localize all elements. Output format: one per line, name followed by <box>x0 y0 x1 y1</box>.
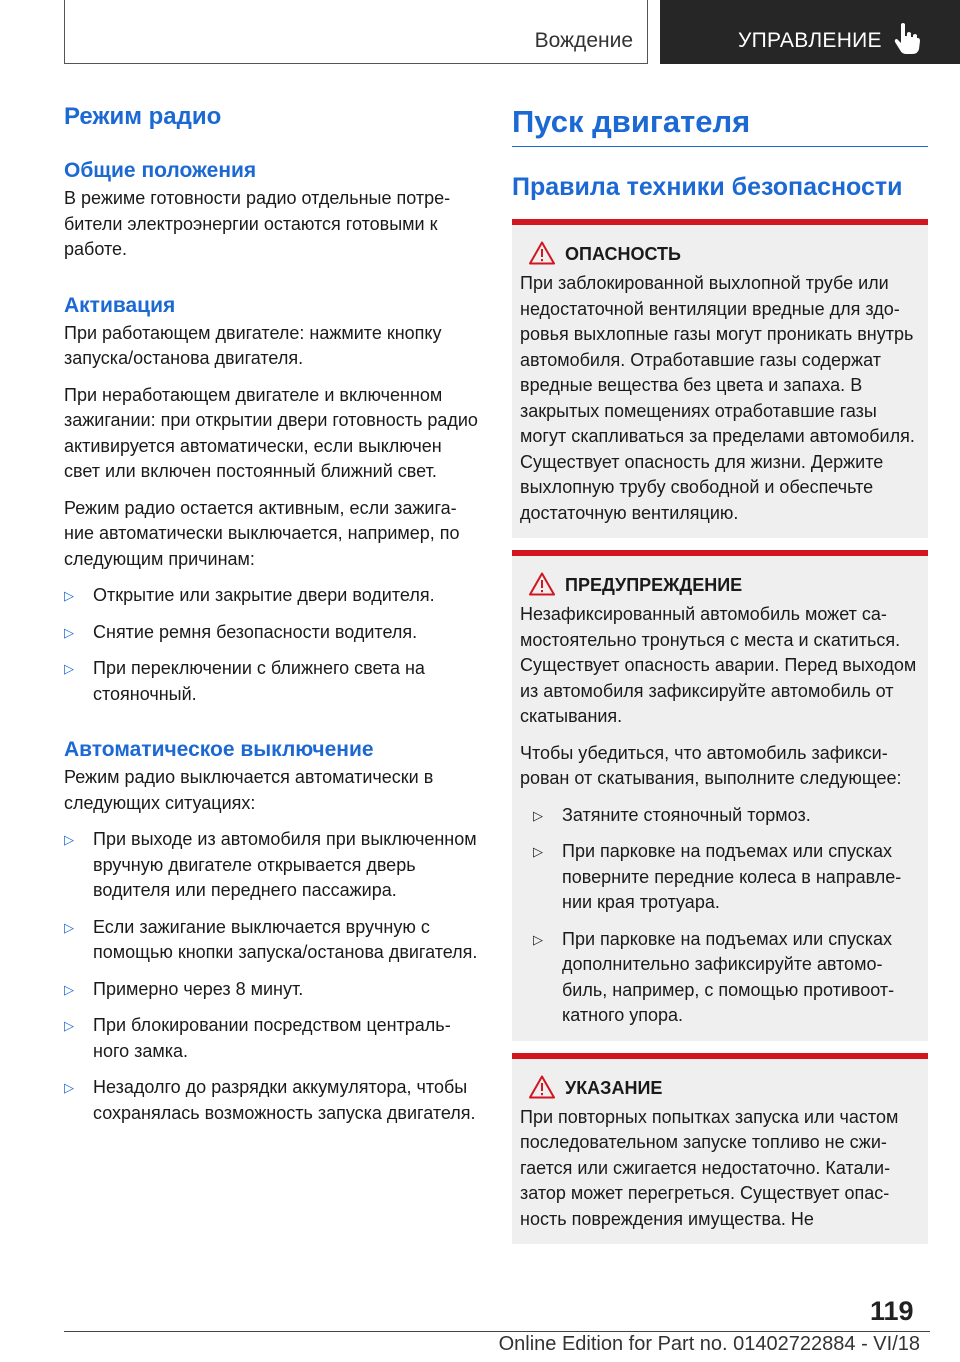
triangle-bullet-icon: ▷ <box>64 981 74 997</box>
list-item: ▷ При переключении с ближнего света на стояночный. <box>64 658 425 704</box>
list-item: ▷ Незадолго до разрядки аккумулятора, чтобы сохранялась возможность запуска двигателя. <box>64 1077 476 1123</box>
warning-box <box>512 550 928 1041</box>
page-number: 119 <box>870 1296 914 1326</box>
general-text: В режиме готовности радио отдельные потребители электроэнергии остаются готовыми к работе. <box>64 188 451 259</box>
warning-heading: ПРЕДУПРЕЖДЕНИЕ <box>565 575 743 595</box>
left-column <box>64 100 478 1126</box>
list-item: ▷ При парковке на подъемах или спусках дополнительно зафиксируйте автомобиль, например, с помощью противооткатного упора. <box>533 928 895 1025</box>
right-column <box>512 100 928 1244</box>
auto-off-heading: Автоматическое выключение <box>64 738 374 761</box>
activation-heading: Активация <box>64 293 176 317</box>
activation-p2: При неработающем двигателе и включенном зажигании: при открытии двери готовность радио активируется автоматически, если выключен свет или включен постоянный ближний свет. <box>64 384 478 481</box>
triangle-bullet-icon: ▷ <box>64 661 74 676</box>
auto-off-p1: Режим радио выключается автоматически в следующих ситуациях: <box>64 767 434 813</box>
triangle-bullet-icon: ▷ <box>533 931 543 947</box>
triangle-bullet-icon: ▷ <box>64 588 74 603</box>
list-item: ▷ Примерно через 8 минут. <box>64 977 478 1003</box>
notice-text: При повторных попытках запуска или частом последовательном запуске топливо не сжигается или сжигается недостаточно. Катализатор может перегреться. Существует опасность повреждения имущества. Не <box>520 1106 899 1229</box>
danger-heading: ОПАСНОСТЬ <box>565 244 681 264</box>
danger-text: При заблокированной выхлопной трубе или недостаточной вентиляции вредные для здоровья выхлопные газы могут проникать внутрь автомобиля. Отработавшие газы содержат вредные вещества без цвета и запаха. В закрытых помещениях отработавшие газы могут скапливаться за пределами автомобиля. Существует опасность для жизни. Держите выхлопную трубу свободной и обеспечьте достаточную вентиляцию. <box>520 273 915 523</box>
general-heading: Общие положения <box>64 159 257 182</box>
warning-p2: Чтобы убедиться, что автомобиль зафиксирован от скатывания, выполните следующее: <box>520 742 902 788</box>
engine-start-title: Пуск двигателя <box>512 104 751 139</box>
warning-triangle-icon <box>529 1075 555 1099</box>
list-item: ▷ Открытие или закрытие двери водителя. <box>64 583 478 609</box>
activation-p1: При работающем двигателе: нажмите кнопку запуска/останова двигателя. <box>64 322 442 368</box>
footer-rule <box>64 1331 930 1332</box>
safety-subtitle: Правила техники безопасности <box>512 173 903 201</box>
triangle-bullet-icon: ▷ <box>533 807 543 823</box>
edition-text: Online Edition for Part no. 01402722884 - VI/18 <box>498 1333 920 1355</box>
list-item: ▷ Затяните стояночный тормоз. <box>520 803 920 829</box>
radio-mode-title: Режим радио <box>64 103 222 130</box>
list-item: ▷ Если зажигание выключается вручную с помощью кнопки запуска/останова двигателя. <box>64 916 478 962</box>
activation-p3: Режим радио остается активным, если зажигание автоматически выключается, например, по следующим причинам: <box>64 497 460 569</box>
triangle-bullet-icon: ▷ <box>64 832 74 847</box>
list-item: ▷ При парковке на подъемах или спусках поверните передние колеса в направлении края тротуара. <box>533 841 902 912</box>
warning-p1: Незафиксированный автомобиль может самостоятельно тронуться с места и скатиться. Существует опасность аварии. Перед выходом из автомобиля зафиксируйте автомобиль от скатывания. <box>520 604 917 726</box>
notice-box <box>512 1053 928 1245</box>
triangle-bullet-icon: ▷ <box>64 1018 74 1033</box>
triangle-bullet-icon: ▷ <box>533 844 543 859</box>
triangle-bullet-icon: ▷ <box>64 919 74 935</box>
list-item: ▷ Снятие ремня безопасности водителя. <box>64 620 478 646</box>
header-chapter-tab <box>660 0 960 64</box>
warning-triangle-icon <box>529 241 555 265</box>
triangle-bullet-icon: ▷ <box>64 1080 74 1095</box>
warning-triangle-icon <box>529 572 555 596</box>
notice-heading: УКАЗАНИЕ <box>565 1077 663 1098</box>
list-item: ▷ При блокировании посредством центрального замка. <box>64 1015 451 1061</box>
hand-pointer-icon <box>892 22 922 56</box>
triangle-bullet-icon: ▷ <box>64 624 74 640</box>
list-item: ▷ При выходе из автомобиля при выключенном вручную двигателе открывается дверь водителя или переднего пассажира. <box>64 829 477 900</box>
header-section-tab <box>64 0 648 64</box>
header-section-label: Вождение <box>534 29 633 52</box>
danger-box <box>512 219 928 538</box>
header-chapter-label: УПРАВЛЕНИЕ <box>738 29 882 52</box>
